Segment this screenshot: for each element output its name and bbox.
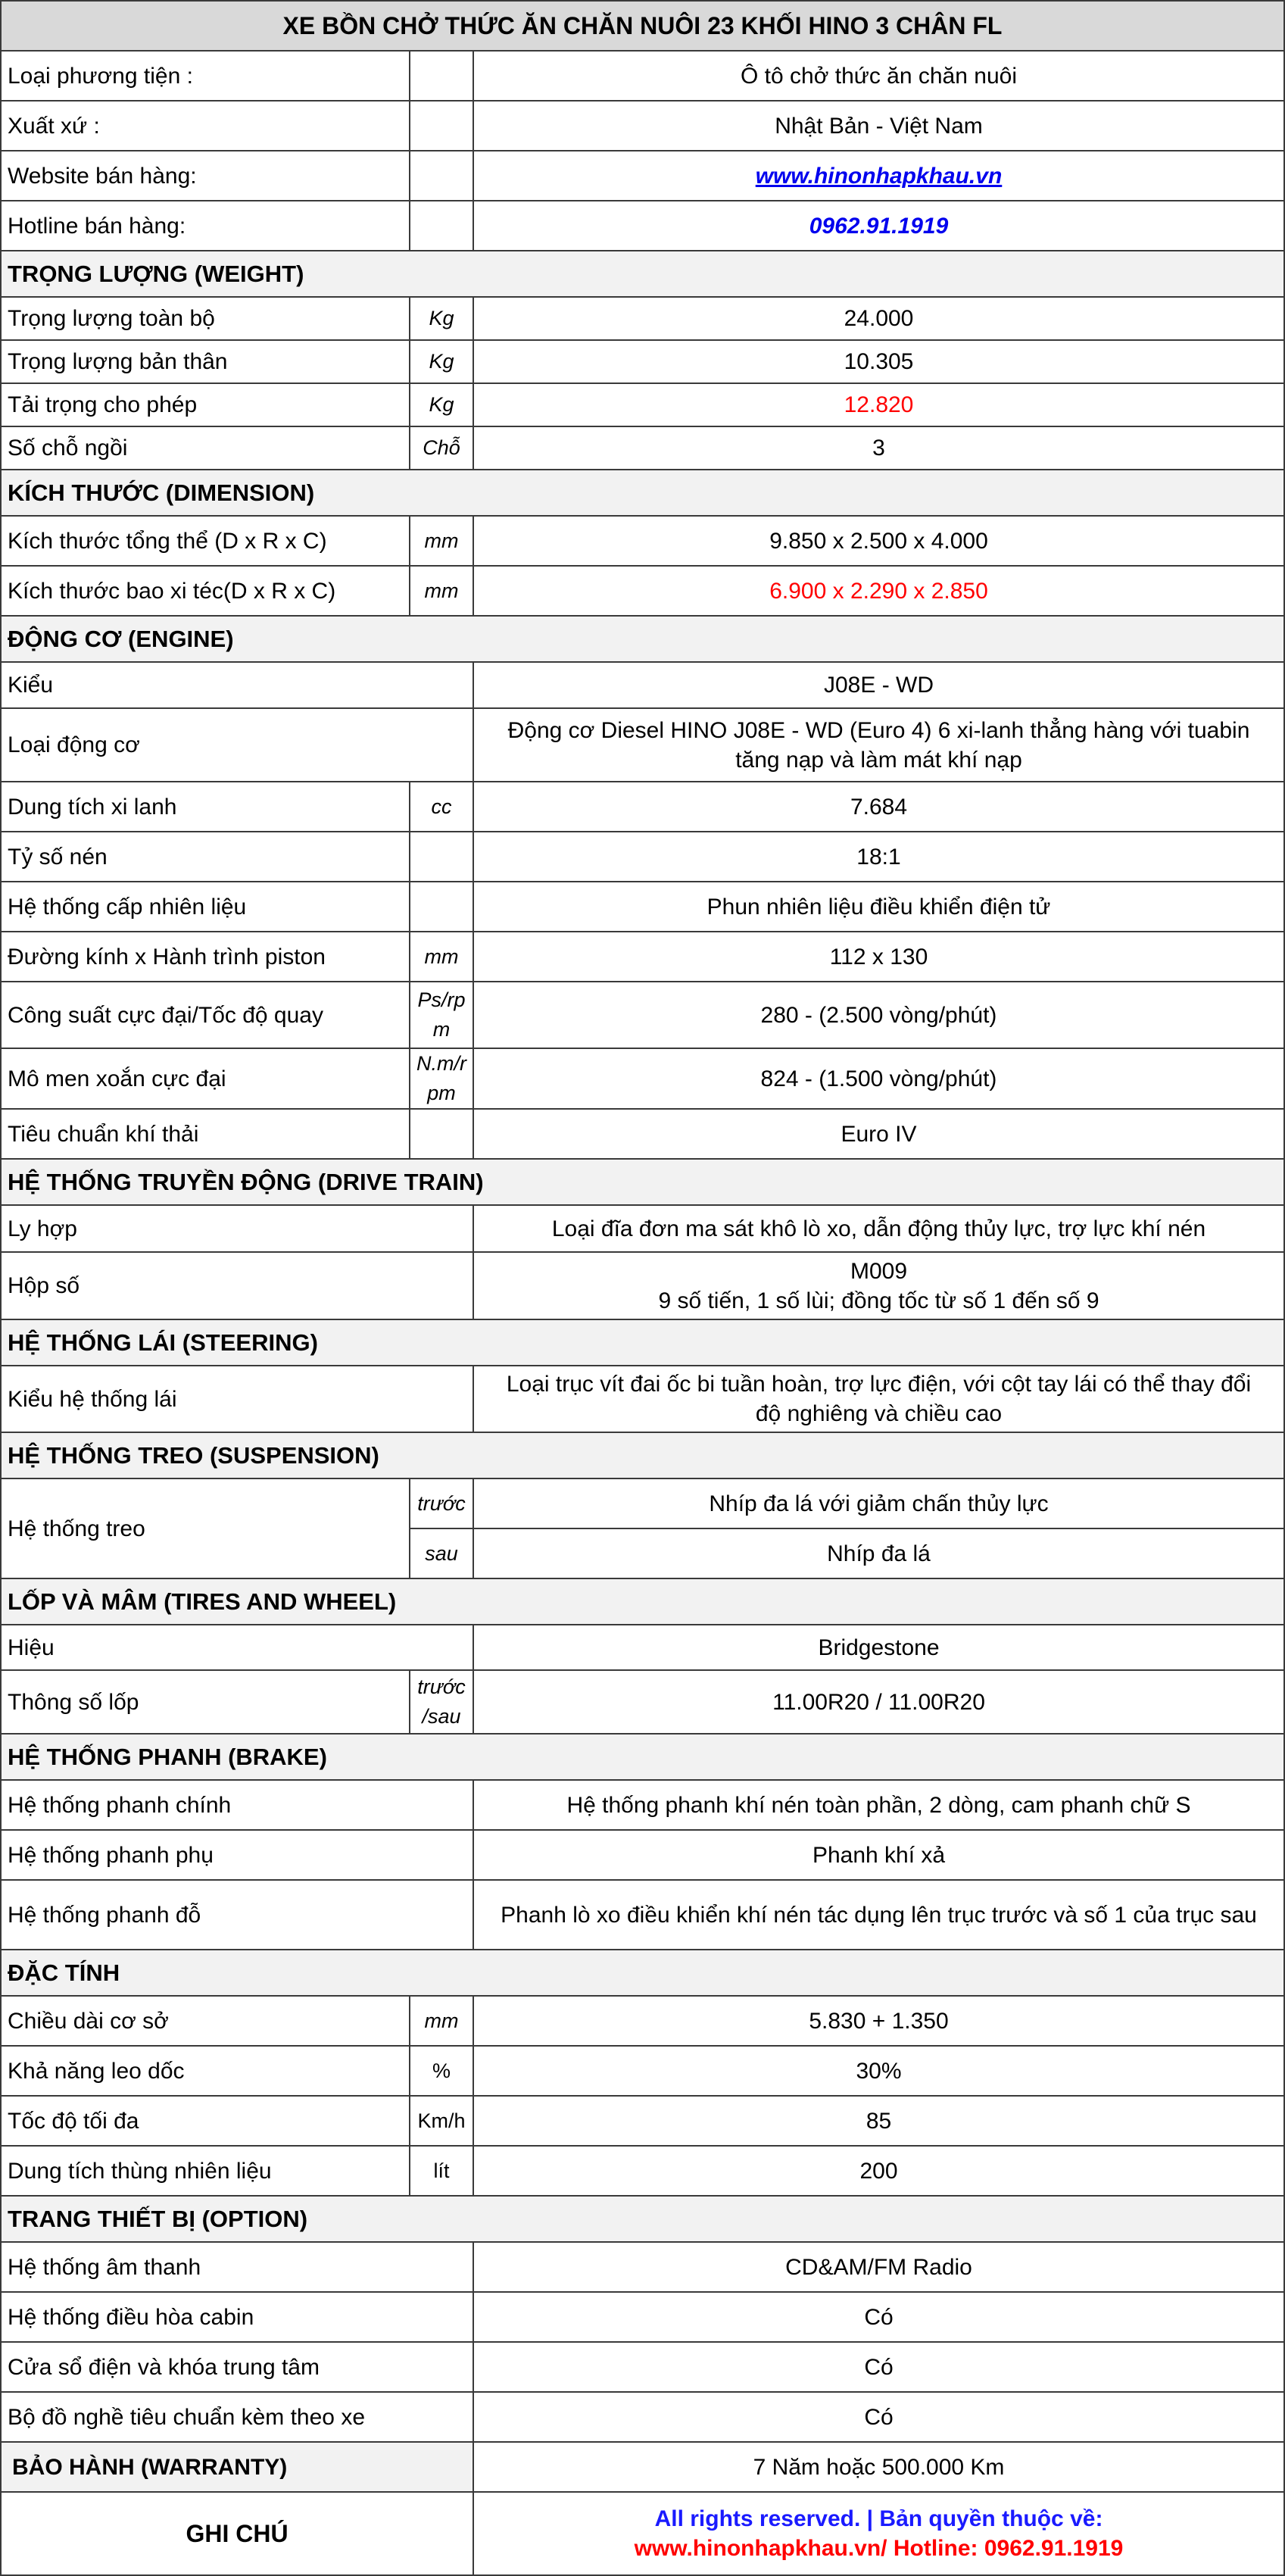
spec-row: [1, 1830, 1284, 1880]
power-unit-line2: m: [432, 1018, 451, 1041]
contact-line: www.hinonhapkhau.vn/ Hotline: 0962.91.1919: [634, 2536, 1124, 2561]
tire-size-label: Thông số lốp: [1, 1670, 410, 1734]
steering-line2: độ nghiêng và chiều cao: [755, 1401, 1003, 1426]
warranty-value: 7 Năm hoặc 500.000 Km: [473, 2442, 1284, 2492]
power-label: Công suất cực đại/Tốc độ quay: [1, 982, 410, 1048]
copyright-line: All rights reserved. | Bản quyền thuộc về:: [654, 2506, 1103, 2531]
page-title: XE BỒN CHỞ THỨC ĂN CHĂN NUÔI 23 KHỐI HINO 3 CHÂN FL: [1, 1, 1284, 51]
options-heading: TRANG THIẾT BỊ (OPTION): [1, 2196, 1284, 2242]
weight-heading: TRỌNG LƯỢNG (WEIGHT): [1, 251, 1284, 297]
spec-row: [1, 662, 1284, 708]
section-header: [1, 2196, 1284, 2242]
section-header: [1, 1432, 1284, 1478]
unit-cell: Kg: [410, 297, 473, 340]
power-value: 280 - (2.500 vòng/phút): [473, 982, 1284, 1048]
unit-cell: [410, 201, 473, 251]
main-brake-value: Hệ thống phanh khí nén toàn phần, 2 dòng, cam phanh chữ S: [473, 1780, 1284, 1830]
website-label: Website bán hàng:: [1, 151, 410, 201]
unit-cell: Kg: [410, 383, 473, 426]
gross-weight-label: Trọng lượng toàn bộ: [1, 297, 410, 340]
unit-cell: Chỗ: [410, 426, 473, 470]
gearbox-model: M009: [850, 1258, 908, 1284]
emission-value: Euro IV: [473, 1109, 1284, 1159]
spec-row: [1, 566, 1284, 616]
spec-row: [1, 708, 1284, 782]
spec-row: [1, 297, 1284, 340]
spec-row: [1, 51, 1284, 101]
wheelbase-value: 5.830 + 1.350: [473, 1996, 1284, 2046]
unit-cell: [410, 832, 473, 882]
spec-row: [1, 1109, 1284, 1159]
tire-size-value: 11.00R20 / 11.00R20: [473, 1670, 1284, 1734]
unit-cell: [410, 882, 473, 932]
main-brake-label: Hệ thống phanh chính: [1, 1780, 473, 1830]
engine-type-line1: Động cơ Diesel HINO J08E - WD (Euro 4) 6 xi-lanh thẳng hàng với tuabin: [507, 717, 1250, 743]
unit-cell: trước: [410, 1478, 473, 1528]
engine-model-label: Kiểu: [1, 662, 473, 708]
engine-type-label: Loại động cơ: [1, 708, 473, 782]
spec-row: [1, 383, 1284, 426]
curb-weight-label: Trọng lượng bản thân: [1, 340, 410, 383]
spec-row: [1, 2096, 1284, 2146]
unit-cell: %: [410, 2046, 473, 2096]
bore-stroke-label: Đường kính x Hành trình piston: [1, 932, 410, 982]
fuel-tank-label: Dung tích thùng nhiên liệu: [1, 2146, 410, 2196]
tank-size-label: Kích thước bao xi téc(D x R x C): [1, 566, 410, 616]
drivetrain-heading: HỆ THỐNG TRUYỀN ĐỘNG (DRIVE TRAIN): [1, 1159, 1284, 1205]
spec-row: [1, 2146, 1284, 2196]
unit-cell: cc: [410, 782, 473, 832]
torque-label: Mô men xoắn cực đại: [1, 1048, 410, 1109]
tires-heading: LỐP VÀ MÂM (TIRES AND WHEEL): [1, 1578, 1284, 1625]
payload-label: Tải trọng cho phép: [1, 383, 410, 426]
spec-row: [1, 2342, 1284, 2392]
overall-size-label: Kích thước tổng thể (D x R x C): [1, 516, 410, 566]
rear-suspension-value: Nhíp đa lá: [473, 1528, 1284, 1578]
spec-row: [1, 1996, 1284, 2046]
torque-value: 824 - (1.500 vòng/phút): [473, 1048, 1284, 1109]
spec-row: [1, 151, 1284, 201]
features-heading: ĐẶC TÍNH: [1, 1950, 1284, 1996]
steering-heading: HỆ THỐNG LÁI (STEERING): [1, 1319, 1284, 1366]
curb-weight-value: 10.305: [473, 340, 1284, 383]
max-speed-value: 85: [473, 2096, 1284, 2146]
unit-cell: lít: [410, 2146, 473, 2196]
warranty-row: [1, 2442, 1284, 2492]
vehicle-type-label: Loại phương tiện :: [1, 51, 410, 101]
warranty-label: BẢO HÀNH (WARRANTY): [1, 2442, 473, 2492]
suspension-heading: HỆ THỐNG TREO (SUSPENSION): [1, 1432, 1284, 1478]
wheelbase-label: Chiều dài cơ sở: [1, 1996, 410, 2046]
spec-row: [1, 1252, 1284, 1319]
section-header: [1, 470, 1284, 516]
tire-brand-label: Hiệu: [1, 1625, 473, 1670]
fuel-tank-value: 200: [473, 2146, 1284, 2196]
compression-value: 18:1: [473, 832, 1284, 882]
section-header: [1, 251, 1284, 297]
section-header: [1, 1950, 1284, 1996]
spec-row: [1, 982, 1284, 1048]
tire-unit-line1: trước: [417, 1675, 466, 1698]
aircon-value: Có: [473, 2292, 1284, 2342]
spec-row: [1, 782, 1284, 832]
spec-row: [1, 1625, 1284, 1670]
aux-brake-label: Hệ thống phanh phụ: [1, 1830, 473, 1880]
clutch-label: Ly hợp: [1, 1205, 473, 1252]
note-label: GHI CHÚ: [1, 2492, 473, 2575]
spec-row: [1, 340, 1284, 383]
emission-label: Tiêu chuẩn khí thải: [1, 1109, 410, 1159]
power-window-label: Cửa sổ điện và khóa trung tâm: [1, 2342, 473, 2392]
clutch-value: Loại đĩa đơn ma sát khô lò xo, dẫn động thủy lực, trợ lực khí nén: [473, 1205, 1284, 1252]
toolkit-label: Bộ đồ nghề tiêu chuẩn kèm theo xe: [1, 2392, 473, 2442]
unit-cell: sau: [410, 1528, 473, 1578]
spec-row: [1, 932, 1284, 982]
hotline-label: Hotline bán hàng:: [1, 201, 410, 251]
suspension-label: Hệ thống treo: [1, 1478, 410, 1578]
spec-row: [1, 516, 1284, 566]
power-window-value: Có: [473, 2342, 1284, 2392]
unit-cell: [410, 101, 473, 151]
section-header: [1, 616, 1284, 662]
compression-label: Tỷ số nén: [1, 832, 410, 882]
engine-heading: ĐỘNG CƠ (ENGINE): [1, 616, 1284, 662]
section-header: [1, 1159, 1284, 1205]
spec-row: [1, 2046, 1284, 2096]
spec-row: [1, 201, 1284, 251]
front-suspension-value: Nhíp đa lá với giảm chấn thủy lực: [473, 1478, 1284, 1528]
note-row: [1, 2492, 1284, 2575]
unit-cell: Km/h: [410, 2096, 473, 2146]
overall-size-value: 9.850 x 2.500 x 4.000: [473, 516, 1284, 566]
payload-value: 12.820: [473, 383, 1284, 426]
engine-type-line2: tăng nạp và làm mát khí nạp: [735, 747, 1022, 773]
website-link[interactable]: www.hinonhapkhau.vn: [755, 163, 1003, 189]
gearbox-label: Hộp số: [1, 1252, 473, 1319]
parking-brake-value: Phanh lò xo điều khiển khí nén tác dụng lên trục trước và số 1 của trục sau: [473, 1880, 1284, 1950]
gradeability-label: Khả năng leo dốc: [1, 2046, 410, 2096]
spec-row: [1, 1366, 1284, 1432]
bore-stroke-value: 112 x 130: [473, 932, 1284, 982]
spec-row: [1, 1048, 1284, 1109]
unit-cell: [410, 51, 473, 101]
steering-line1: Loại trục vít đai ốc bi tuần hoàn, trợ lực điện, với cột tay lái có thể thay đổi: [506, 1372, 1252, 1397]
gross-weight-value: 24.000: [473, 297, 1284, 340]
unit-cell: [410, 151, 473, 201]
spec-row: [1, 2392, 1284, 2442]
max-speed-label: Tốc độ tối đa: [1, 2096, 410, 2146]
brake-heading: HỆ THỐNG PHANH (BRAKE): [1, 1734, 1284, 1780]
seats-value: 3: [473, 426, 1284, 470]
spec-row: [1, 2292, 1284, 2342]
spec-row: [1, 2242, 1284, 2292]
fuel-system-value: Phun nhiên liệu điều khiển điện tử: [473, 882, 1284, 932]
spec-row: [1, 426, 1284, 470]
gearbox-desc: 9 số tiến, 1 số lùi; đồng tốc từ số 1 đến số 9: [658, 1288, 1099, 1313]
audio-value: CD&AM/FM Radio: [473, 2242, 1284, 2292]
hotline-value: 0962.91.1919: [809, 213, 949, 239]
tire-unit-line2: /sau: [422, 1705, 461, 1728]
audio-label: Hệ thống âm thanh: [1, 2242, 473, 2292]
dimension-heading: KÍCH THƯỚC (DIMENSION): [1, 470, 1284, 516]
unit-cell: mm: [410, 1996, 473, 2046]
unit-cell: mm: [410, 566, 473, 616]
spec-row: [1, 1780, 1284, 1830]
title-row: [1, 1, 1284, 51]
unit-cell: Kg: [410, 340, 473, 383]
tire-brand-value: Bridgestone: [473, 1625, 1284, 1670]
unit-cell: mm: [410, 516, 473, 566]
aircon-label: Hệ thống điều hòa cabin: [1, 2292, 473, 2342]
spec-row: [1, 101, 1284, 151]
power-unit-line1: Ps/rp: [417, 988, 466, 1011]
seats-label: Số chỗ ngồi: [1, 426, 410, 470]
torque-unit-line1: N.m/r: [416, 1052, 466, 1075]
torque-unit-line2: pm: [427, 1082, 456, 1104]
section-header: [1, 1734, 1284, 1780]
vehicle-type-value: Ô tô chở thức ăn chăn nuôi: [473, 51, 1284, 101]
displacement-label: Dung tích xi lanh: [1, 782, 410, 832]
origin-label: Xuất xứ :: [1, 101, 410, 151]
spec-row: [1, 882, 1284, 932]
spec-row: [1, 1478, 1284, 1528]
parking-brake-label: Hệ thống phanh đỗ: [1, 1880, 473, 1950]
aux-brake-value: Phanh khí xả: [473, 1830, 1284, 1880]
engine-model-value: J08E - WD: [473, 662, 1284, 708]
spec-row: [1, 1205, 1284, 1252]
fuel-system-label: Hệ thống cấp nhiên liệu: [1, 882, 410, 932]
gradeability-value: 30%: [473, 2046, 1284, 2096]
section-header: [1, 1319, 1284, 1366]
origin-value: Nhật Bản - Việt Nam: [473, 101, 1284, 151]
spec-row: [1, 832, 1284, 882]
spec-row: [1, 1670, 1284, 1734]
toolkit-value: Có: [473, 2392, 1284, 2442]
spec-row: [1, 1880, 1284, 1950]
steering-type-label: Kiểu hệ thống lái: [1, 1366, 473, 1432]
section-header: [1, 1578, 1284, 1625]
unit-cell: mm: [410, 932, 473, 982]
tank-size-value: 6.900 x 2.290 x 2.850: [473, 566, 1284, 616]
displacement-value: 7.684: [473, 782, 1284, 832]
unit-cell: [410, 1109, 473, 1159]
